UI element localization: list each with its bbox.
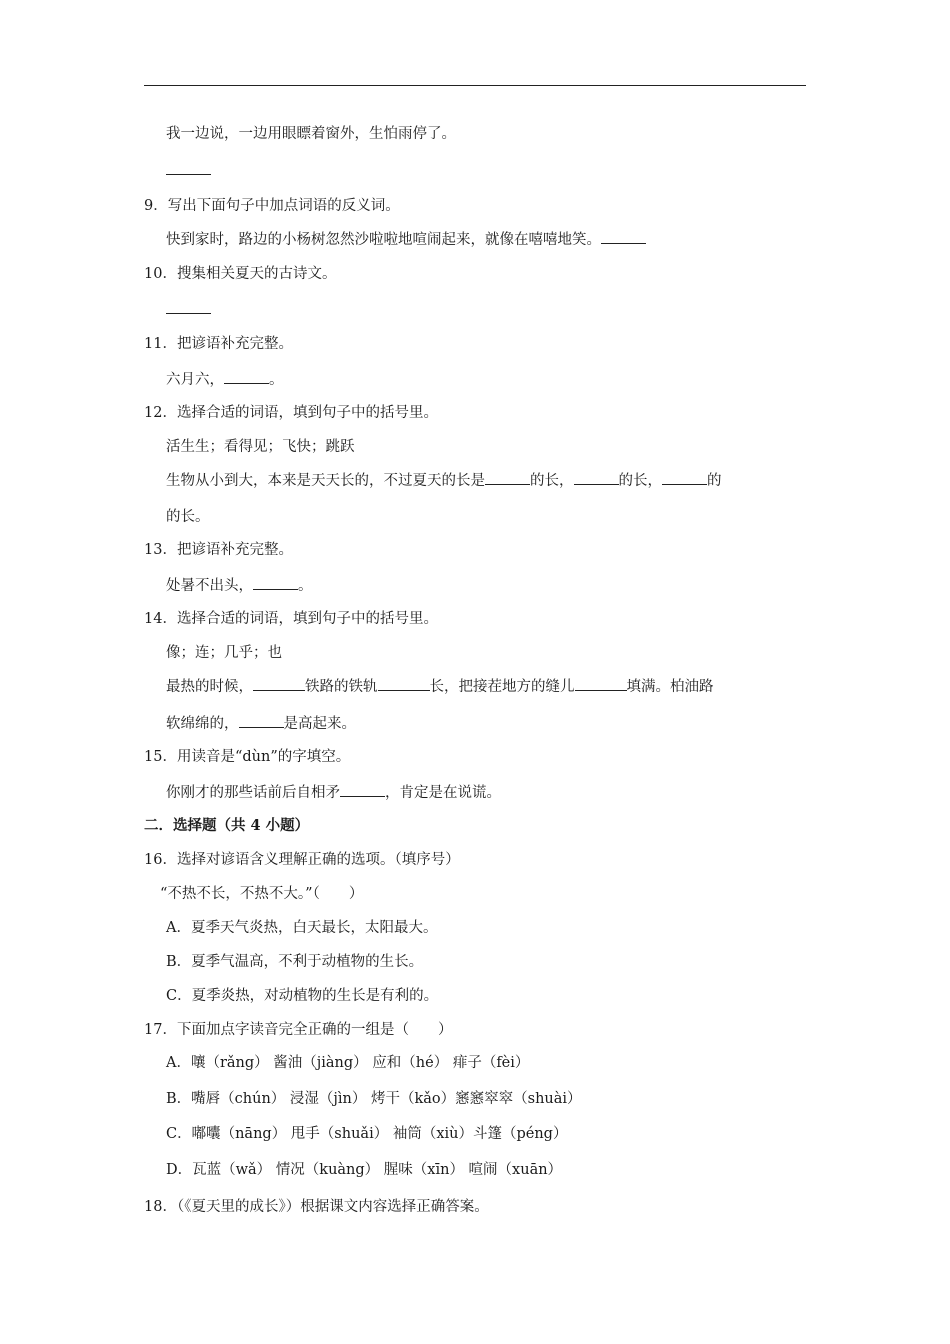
q12-options: 活生生；看得见；飞快；跳跃 — [166, 439, 355, 455]
q17-option-a[interactable]: A．嚷（rǎng） 酱油（jiàng） 应和（hé） 痱子（fèi） — [166, 1055, 530, 1071]
q11-text-b: 。 — [269, 372, 284, 388]
q14-blank-1[interactable] — [253, 676, 305, 691]
q15-text-a: 你刚才的那些话前后自相矛 — [166, 785, 340, 801]
q13-answer-blank[interactable] — [253, 575, 298, 590]
q13-text-b: 。 — [298, 578, 313, 594]
q13-text-a: 处暑不出头， — [166, 578, 253, 594]
q14-blank-2[interactable] — [378, 676, 430, 691]
q12-blank-2[interactable] — [574, 470, 619, 485]
q10-stem: 10．搜集相关夏天的古诗文。 — [144, 266, 337, 282]
q14-s4: 填满。柏油路 — [626, 679, 714, 695]
q12-s1: 生物从小到大，本来是天天长的，不过夏天的长是 — [166, 473, 485, 489]
header-rule — [144, 85, 806, 86]
q8-answer-blank[interactable] — [166, 160, 211, 181]
q8-sentence: 我一边说，一边用眼瞟着窗外，生怕雨停了。 — [166, 126, 456, 142]
q9-sentence: 快到家时，路边的小杨树忽然沙啦啦地喧闹起来，就像在嘻嘻地笑。 — [166, 232, 601, 248]
q16-quote: “不热不长，不热不大。”（ ） — [160, 886, 364, 902]
q11-text-a: 六月六， — [166, 372, 224, 388]
q10-answer-blank[interactable] — [166, 299, 211, 320]
q14-blank-3[interactable] — [575, 676, 627, 691]
q9-sentence-line — [166, 229, 646, 250]
q12-sentence-line1 — [166, 470, 722, 491]
q11-stem: 11．把谚语补充完整。 — [144, 336, 293, 352]
q11-answer-blank[interactable] — [224, 369, 269, 384]
q14-s3: 长，把接茬地方的缝儿 — [429, 679, 575, 695]
q14-sentence-line2 — [166, 713, 356, 734]
q18-stem: 18．（《夏天里的成长》）根据课文内容选择正确答案。 — [144, 1199, 489, 1215]
q11-proverb — [166, 369, 284, 390]
q9-answer-blank[interactable] — [601, 229, 646, 244]
q13-proverb — [166, 575, 313, 596]
q17-option-b[interactable]: B．嘴唇（chún） 浸湿（jìn） 烤干（kǎo）窸窸窣窣（shuài） — [166, 1091, 582, 1107]
q14-s2: 铁路的铁轨 — [305, 679, 378, 695]
q15-sentence — [166, 782, 501, 803]
q14-blank-4[interactable] — [239, 713, 284, 728]
q14-sentence-line1 — [166, 676, 714, 697]
q17-option-c[interactable]: C．嘟囔（nāng） 甩手（shuǎi） 袖筒（xiù）斗篷（péng） — [166, 1126, 568, 1142]
q12-blank-3[interactable] — [662, 470, 707, 485]
q15-stem: 15．用读音是“dùn”的字填空。 — [144, 749, 351, 765]
q13-stem: 13．把谚语补充完整。 — [144, 542, 293, 558]
q12-s4: 的 — [707, 473, 722, 489]
q14-s5: 软绵绵的， — [166, 716, 239, 732]
q12-sentence-line2: 的长。 — [166, 509, 210, 525]
q16-option-b[interactable]: B．夏季气温高，不利于动植物的生长。 — [166, 954, 424, 970]
q14-s1: 最热的时候， — [166, 679, 253, 695]
q12-s3: 的长， — [618, 473, 662, 489]
q14-options: 像；连；几乎；也 — [166, 645, 282, 661]
q16-option-c[interactable]: C．夏季炎热，对动植物的生长是有利的。 — [166, 988, 439, 1004]
q16-stem: 16．选择对谚语含义理解正确的选项。（填序号） — [144, 852, 460, 868]
q14-s6: 是高起来。 — [283, 716, 356, 732]
q17-option-d[interactable]: D．瓦蓝（wǎ） 情况（kuàng） 腥味（xīn） 喧闹（xuān） — [166, 1162, 563, 1178]
section-2-title: 二．选择题（共 4 小题） — [144, 817, 310, 834]
q15-text-b: ，肯定是在说谎。 — [385, 785, 501, 801]
q12-s2: 的长， — [530, 473, 574, 489]
q15-answer-blank[interactable] — [340, 782, 385, 797]
q16-option-a[interactable]: A．夏季天气炎热，白天最长，太阳最大。 — [166, 920, 438, 936]
q14-stem: 14．选择合适的词语，填到句子中的括号里。 — [144, 611, 438, 627]
q12-stem: 12．选择合适的词语，填到句子中的括号里。 — [144, 405, 438, 421]
q12-blank-1[interactable] — [485, 470, 530, 485]
q17-stem: 17．下面加点字读音完全正确的一组是（ ） — [144, 1022, 453, 1038]
q9-stem: 9．写出下面句子中加点词语的反义词。 — [144, 198, 400, 214]
